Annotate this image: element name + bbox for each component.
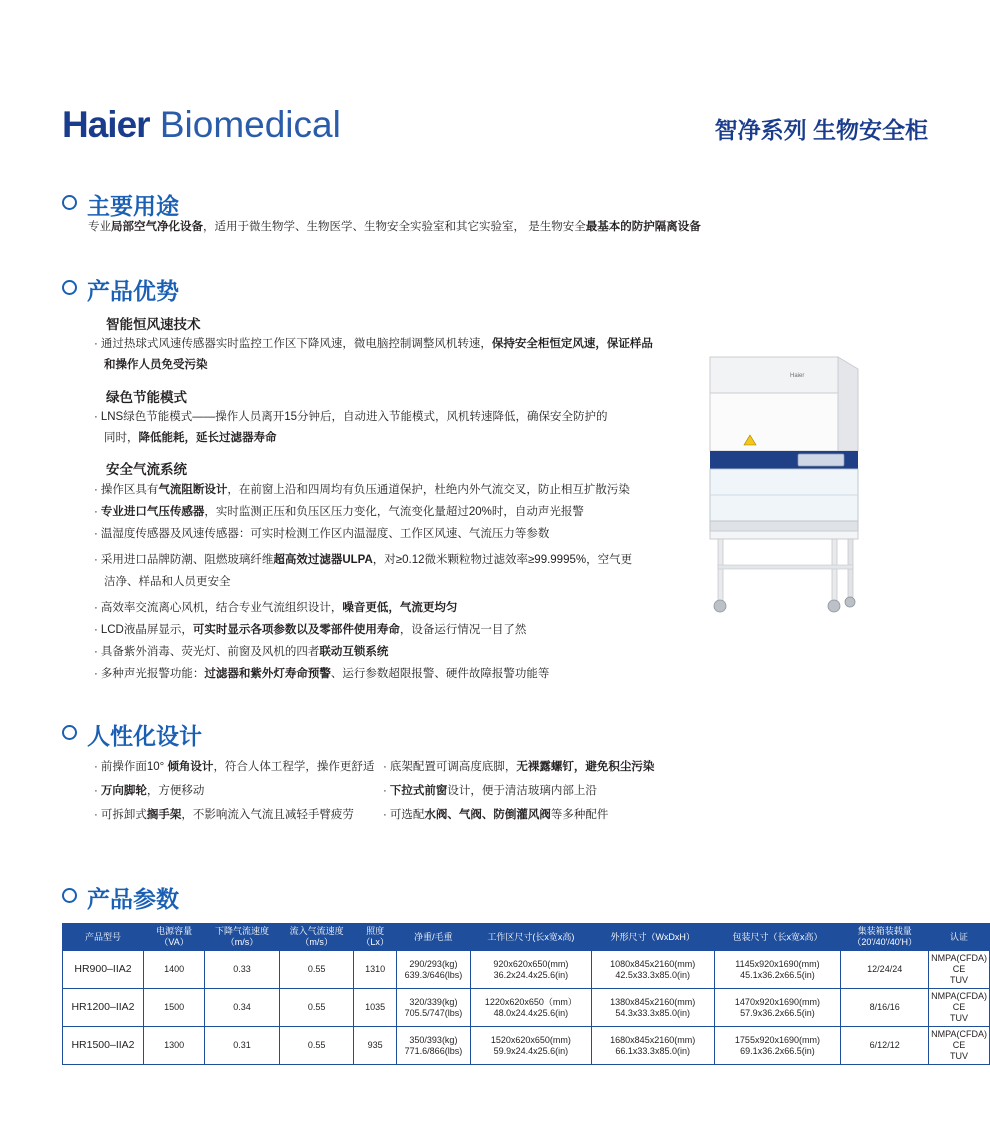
cell-outer-dim: 1080x845x2160(mm) 42.5x33.3x85.0(in) — [591, 951, 714, 989]
advantage-line — [104, 429, 664, 448]
cell-outer-dim: 1380x845x2160(mm) 54.3x33.3x85.0(in) — [591, 989, 714, 1027]
advantage-text: LCD液晶屏显示， — [100, 624, 193, 636]
cell-pack-dim: 1145x920x1690(mm) 45.1x36.2x66.5(in) — [714, 951, 841, 989]
ergonomic-line-left — [94, 806, 394, 825]
advantage-line — [94, 599, 674, 618]
advantage-text: ，对≥0.12微米颗粒物过滤效率≥99.9995%，空气更 — [372, 554, 633, 566]
purpose-text — [88, 219, 948, 236]
cell-pack-dim: 1470x920x1690(mm) 57.9x36.2x66.5(in) — [714, 989, 841, 1027]
purpose-text-2: ，适用于微生物学、生物医学、生物安全实验室和其它实验室， 是生物安全 — [203, 221, 586, 233]
advantage-text: 温湿度传感器及风速传感器：可实时检测工作区内温湿度、工作区风速、气流压力等参数 — [100, 528, 550, 540]
advantage-line — [104, 356, 664, 375]
cell-work-dim: 1220x620x650（mm） 48.0x24.4x25.6(in) — [471, 989, 592, 1027]
advantage-text: 多种声光报警功能： — [100, 668, 205, 680]
advantage-line — [94, 621, 674, 640]
list-dot: · — [383, 809, 387, 821]
cell-cert: NMPA(CFDA) CE TUV — [929, 951, 990, 989]
cell-power: 1300 — [143, 1027, 204, 1065]
bullet-ring-icon — [62, 280, 77, 295]
cell-lux: 1035 — [354, 989, 396, 1027]
col-weight: 净重/毛重 — [396, 924, 470, 951]
list-dot: · — [94, 484, 98, 496]
ergonomic-text: 可选配 — [389, 809, 425, 821]
list-dot: · — [94, 528, 98, 540]
advantage-bold: 过滤器和紫外灯寿命预警 — [204, 668, 331, 680]
cell-power: 1400 — [143, 951, 204, 989]
col-work-dim: 工作区尺寸(长x宽x高) — [471, 924, 592, 951]
page-title: 智净系列 生物安全柜 — [714, 117, 928, 143]
cell-container: 6/12/12 — [841, 1027, 929, 1065]
cell-cert: NMPA(CFDA) CE TUV — [929, 1027, 990, 1065]
ergonomic-line-right — [383, 758, 733, 777]
page-header — [0, 50, 990, 145]
list-dot: · — [383, 761, 387, 773]
advantage-bold: 联动互锁系统 — [319, 646, 389, 658]
col-cert: 认证 — [929, 924, 990, 951]
brand-logo — [62, 104, 341, 146]
ergonomic-bold: 无裸露螺钉，避免积尘污染 — [516, 761, 655, 773]
product-photo — [672, 355, 902, 620]
ergonomic-line-left — [94, 758, 394, 777]
advantage-text: 高效率交流离心风机，结合专业气流组织设计， — [100, 602, 343, 614]
advantage-group-title-1: 智能恒风速技术 — [106, 317, 201, 332]
cell-container: 8/16/16 — [841, 989, 929, 1027]
cell-inflow: 0.55 — [279, 951, 354, 989]
list-dot: · — [94, 646, 98, 658]
advantage-bold: 噪音更低，气流更均匀 — [342, 602, 458, 614]
ergonomic-line-left — [94, 782, 394, 801]
list-dot: · — [94, 554, 98, 566]
advantage-bold: 和操作人员免受污染 — [104, 359, 208, 371]
table-row — [63, 989, 990, 1027]
advantage-text: 同时， — [104, 432, 139, 444]
col-pack-dim: 包装尺寸（长x宽x高） — [714, 924, 841, 951]
cell-downflow: 0.31 — [205, 1027, 280, 1065]
col-model: 产品型号 — [63, 924, 144, 951]
advantage-line — [94, 335, 654, 354]
advantage-group-title-2: 绿色节能模式 — [106, 390, 187, 405]
cell-outer-dim: 1680x845x2160(mm) 66.1x33.3x85.0(in) — [591, 1027, 714, 1065]
cell-model: HR900–IIA2 — [63, 951, 144, 989]
ergonomic-text: 底架配置可调高度底脚， — [389, 761, 517, 773]
ergonomic-bold: 水阀、气阀、防倒灌风阀 — [424, 809, 551, 821]
section-heading-advantages: 产品优势 — [62, 273, 179, 306]
ergonomic-bold: 万向脚轮 — [100, 785, 147, 797]
advantage-line — [94, 551, 674, 570]
list-dot: · — [94, 624, 98, 636]
cell-work-dim: 1520x620x650(mm) 59.9x24.4x25.6(in) — [471, 1027, 592, 1065]
table-row — [63, 1027, 990, 1065]
list-dot: · — [94, 809, 98, 821]
purpose-text-1: 专业 — [88, 221, 111, 233]
ergonomic-bold: 倾角设计 — [167, 761, 214, 773]
col-power: 电源容量 （VA） — [143, 924, 204, 951]
col-lux: 照度 （Lx） — [354, 924, 396, 951]
ergonomic-text: 可拆卸式 — [100, 809, 147, 821]
advantage-bold: 保持安全柜恒定风速，保证样品 — [491, 338, 653, 350]
ergonomic-text: ，方便移动 — [146, 785, 205, 797]
advantage-bold: 超高效过滤器ULPA — [273, 554, 373, 566]
section-heading-parameters: 产品参数 — [62, 881, 179, 914]
ergonomic-line-right — [383, 806, 733, 825]
cell-container: 12/24/24 — [841, 951, 929, 989]
ergonomic-text: 设计，便于清洁玻璃内部上沿 — [447, 785, 597, 797]
ergonomic-bold: 下拉式前窗 — [389, 785, 448, 797]
cell-weight: 350/393(kg) 771.6/866(lbs) — [396, 1027, 470, 1065]
biosafety-cabinet-illustration — [672, 355, 902, 620]
advantage-bold: 降低能耗，延长过滤器寿命 — [138, 432, 277, 444]
section-heading-ergonomic: 人性化设计 — [62, 718, 202, 751]
advantage-line — [94, 481, 674, 500]
bullet-ring-icon — [62, 888, 77, 903]
col-downflow: 下降气流速度 （m/s） — [205, 924, 280, 951]
advantage-text: ，在前窗上沿和四周均有负压通道保护，杜绝内外气流交叉，防止相互扩散污染 — [227, 484, 630, 496]
ergonomic-text: ，不影响流入气流且减轻手臂疲劳 — [181, 809, 354, 821]
cell-downflow: 0.33 — [205, 951, 280, 989]
advantage-line — [94, 643, 674, 662]
ergonomic-text: 前操作面10° — [100, 761, 168, 773]
list-dot: · — [94, 506, 98, 518]
list-dot: · — [94, 411, 98, 423]
ergonomic-line-right — [383, 782, 733, 801]
advantage-line — [104, 573, 684, 592]
cell-lux: 935 — [354, 1027, 396, 1065]
list-dot: · — [94, 761, 98, 773]
col-inflow: 流入气流速度 （m/s） — [279, 924, 354, 951]
advantage-text: 通过热球式风速传感器实时监控工作区下降风速，微电脑控制调整风机转速， — [100, 338, 492, 350]
cell-cert: NMPA(CFDA) CE TUV — [929, 989, 990, 1027]
bullet-ring-icon — [62, 195, 77, 210]
logo-haier-text: Haier — [62, 104, 150, 145]
advantage-text: 洁净、样品和人员更安全 — [104, 576, 231, 588]
parameters-table — [62, 923, 990, 1065]
advantage-text: 、运行参数超限报警、硬件故障报警功能等 — [330, 668, 550, 680]
advantage-line — [94, 525, 674, 544]
cell-weight: 290/293(kg) 639.3/646(lbs) — [396, 951, 470, 989]
advantage-bold: 专业进口气压传感器 — [100, 506, 205, 518]
advantage-bold: 可实时显示各项参数以及零部件使用寿命 — [192, 624, 400, 636]
purpose-bold-1: 局部空气净化设备 — [111, 221, 203, 233]
advantage-bold: 气流阻断设计 — [158, 484, 228, 496]
ergonomic-bold: 搁手架 — [146, 809, 182, 821]
cell-inflow: 0.55 — [279, 1027, 354, 1065]
cell-work-dim: 920x620x650(mm) 36.2x24.4x25.6(in) — [471, 951, 592, 989]
list-dot: · — [94, 785, 98, 797]
svg-text:Haier: Haier — [790, 373, 805, 379]
logo-biomedical-text: Biomedical — [159, 104, 341, 145]
advantage-text: LNS绿色节能模式——操作人员离开15分钟后，自动进入节能模式，风机转速降低，确保安全防护的 — [100, 411, 608, 423]
cell-model: HR1500–IIA2 — [63, 1027, 144, 1065]
cell-downflow: 0.34 — [205, 989, 280, 1027]
col-outer-dim: 外形尺寸（WxDxH） — [591, 924, 714, 951]
advantage-text: 采用进口品牌防潮、阻燃玻璃纤维 — [100, 554, 274, 566]
purpose-bold-2: 最基本的防护隔离设备 — [585, 221, 701, 233]
list-dot: · — [94, 668, 98, 680]
ergonomic-text: 等多种配件 — [550, 809, 609, 821]
cell-pack-dim: 1755x920x1690(mm) 69.1x36.2x66.5(in) — [714, 1027, 841, 1065]
cell-inflow: 0.55 — [279, 989, 354, 1027]
table-row — [63, 951, 990, 989]
advantage-text: ，设备运行情况一目了然 — [399, 624, 527, 636]
advantage-line — [94, 408, 654, 427]
advantage-group-title-3: 安全气流系统 — [106, 462, 187, 477]
cell-lux: 1310 — [354, 951, 396, 989]
advantage-line — [94, 665, 674, 684]
advantage-text: 操作区具有 — [100, 484, 159, 496]
section-heading-purpose: 主要用途 — [62, 188, 179, 221]
cell-power: 1500 — [143, 989, 204, 1027]
advantage-text: 具备紫外消毒、荧光灯、前窗及风机的四者 — [100, 646, 320, 658]
list-dot: · — [94, 338, 98, 350]
table-header-row — [63, 924, 990, 951]
list-dot: · — [94, 602, 98, 614]
bullet-ring-icon — [62, 725, 77, 740]
list-dot: · — [383, 785, 387, 797]
advantage-line — [94, 503, 674, 522]
advantage-text: ，实时监测正压和负压区压力变化，气流变化量超过20%时，自动声光报警 — [204, 506, 584, 518]
cell-weight: 320/339(kg) 705.5/747(lbs) — [396, 989, 470, 1027]
ergonomic-text: ，符合人体工程学，操作更舒适 — [213, 761, 375, 773]
col-container: 集装箱装载量 （20'/40'/40'H） — [841, 924, 929, 951]
cell-model: HR1200–IIA2 — [63, 989, 144, 1027]
